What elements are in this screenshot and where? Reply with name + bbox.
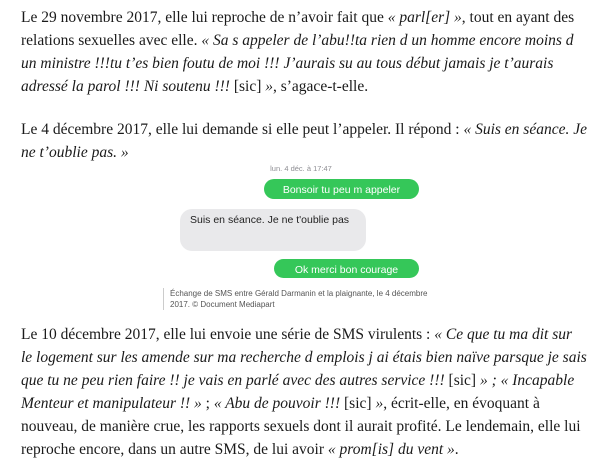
sms-bubble-incoming: Suis en séance. Je ne t'oublie pas (180, 209, 366, 251)
paragraph-nov-29 (21, 6, 587, 98)
text: Le 10 décembre 2017, elle lui envoie une série de SMS virulents : (21, 326, 435, 343)
quote: « Abu de pouvoir !!! (213, 395, 345, 412)
quote: « parl[er] » (387, 9, 462, 26)
text: , s’agace-t-elle. (272, 78, 369, 95)
sic-marker: [sic] (233, 78, 262, 95)
sic-marker: [sic] (448, 372, 477, 389)
quote-close: » (371, 395, 384, 412)
quote: « Sa s appeler de l’abu!!ta rien d un homme encore moins d un ministre !!!tu t’es bien foutu de moi !!! J’aurais su au tous début jamais je t’aurais adressé la parol !!! Ni soutenu !!! (21, 32, 574, 95)
sic-marker: [sic] (344, 395, 372, 412)
sms-screenshot (170, 163, 432, 276)
paragraph-dec-4 (21, 118, 587, 164)
quote: » ; « Incapable Menteur et manipulateur !! » (21, 372, 575, 412)
sms-bubble-outgoing: Ok merci bon courage (274, 259, 419, 278)
quote-close: » (261, 78, 273, 95)
text: , écrit-elle, en évoquant à nouveau, de manière crue, les rapports sexuels dont il aurait profité. Le lendemain, elle lui reproche encore, dans un autre SMS, de lui avoir (21, 395, 581, 458)
paragraph-dec-10 (21, 323, 587, 461)
text: Le 4 décembre 2017, elle lui demande si elle peut l’appeler. Il répond : (21, 121, 464, 138)
sms-bubble-outgoing: Bonsoir tu peu m appeler (264, 179, 419, 199)
quote: « Suis en séance. Je ne t’oublie pas. » (21, 121, 587, 161)
quote: « prom[is] du vent » (327, 441, 455, 458)
text: ; (201, 395, 214, 412)
text: . (454, 441, 459, 458)
sms-timestamp: lun. 4 déc. à 17:47 (270, 164, 332, 173)
quote: « Ce que tu ma dit sur le logement sur les amende sur ma recherche d emplois j ai étais bien naïve parsque je sais que tu ne peu rien faire !! je vais en parlé avec des autres service !!! (21, 326, 587, 389)
image-caption: Échange de SMS entre Gérald Darmanin et la plaignante, le 4 décembre 2017. © Document Mediapart (163, 288, 440, 310)
text: Le 29 novembre 2017, elle lui reproche de n’avoir fait que (21, 9, 388, 26)
text: , tout en ayant des relations sexuelles avec elle. (21, 9, 575, 49)
